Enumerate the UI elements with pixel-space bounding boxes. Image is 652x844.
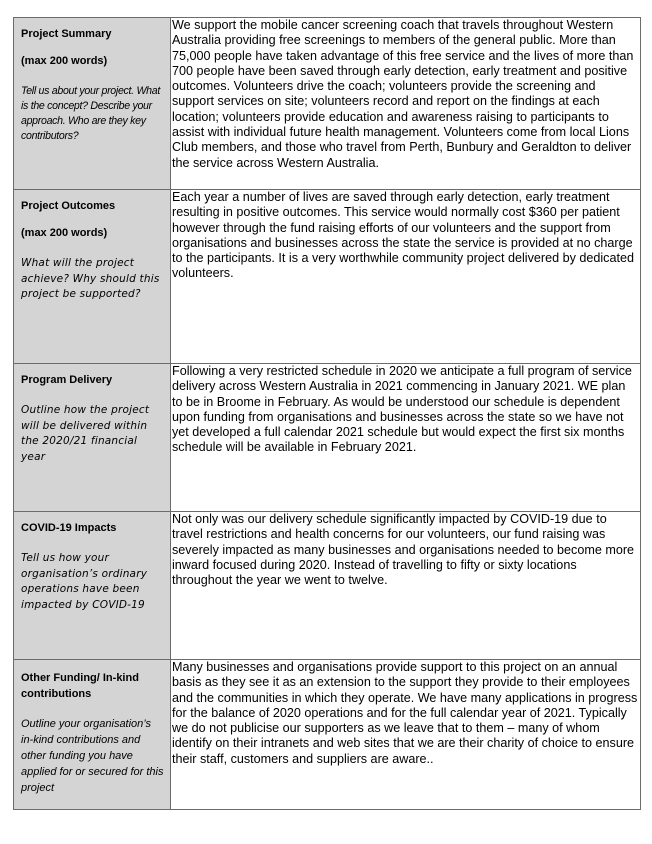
answer-cell-program-delivery[interactable] [171,364,641,512]
section-title: Project Outcomes [21,200,116,212]
form-row-program-delivery [14,364,641,512]
form-row-project-outcomes [14,190,641,364]
label-cell-program-delivery [14,364,171,512]
form-row-project-summary [14,18,641,190]
word-limit-note: (max 200 words) [21,55,108,67]
form-row-covid-impacts [14,512,641,660]
answer-text: Following a very restricted schedule in 2020 we anticipate a full program of service delivery across Western Australia in 2021 commencing in January 2021. WE plan to be in Broome in February. As would be understood our schedule is dependent upon funding from organisations and businesses across the state so we have not yet developed a full calendar 2021 schedule but would expect the first six months schedule will be available in February 2021. [172,364,632,455]
label-cell-project-outcomes [14,190,171,364]
answer-cell-project-outcomes[interactable] [171,190,641,364]
label-cell-project-summary [14,18,171,190]
label-cell-other-funding [14,660,171,810]
answer-text: Not only was our delivery schedule significantly impacted by COVID-19 due to travel restrictions and health concerns for our volunteers, our fund raising was severely impacted as many businesses and organisations needed to become more inward focused during 2020. Instead of travelling to fifty or sixty locations throughout the year we went to twelve. [172,512,635,588]
answer-cell-project-summary[interactable] [171,18,641,190]
form-row-other-funding [14,660,641,810]
section-instructions: Outline how the project will be delivered within the 2020/21 financial year [21,404,150,463]
word-limit-note: (max 200 words) [21,227,108,239]
section-instructions: Tell us how your organisation’s ordinary operations have been impacted by COVID-19 [21,552,148,611]
section-title: Project Summary [21,28,112,40]
answer-text: Many businesses and organisations provide support to this project on an annual basis as they see it as an extension to the support they provide to their employees and the communities in which they operate. We have many applications in progress for the balance of 2020 operations and for the full calendar year of 2021. Typically we do not publicise our supporters as we leave that to them – many of whom identify on their intranets and web sites that we are their charity of choice to ensure their staff, customers and suppliers are aware.. [172,660,638,766]
section-title: Other Funding/ In-kind contributions [21,672,139,700]
section-title: COVID-19 Impacts [21,522,117,534]
application-form-table [13,17,641,810]
answer-text: Each year a number of lives are saved through early detection, early treatment resulting in positive outcomes. This service would normally cost $360 per patient however through the fund raising efforts of our volunteers and the support from organisations and businesses across the state the service is provided at no charge to the participants. It is a very worthwhile community project delivered by dedicated volunteers. [172,190,634,281]
section-instructions: What will the project achieve? Why should this project be supported? [21,257,160,300]
section-instructions: Tell us about your project. What is the concept? Describe your approach. Who are they key contributors? [21,85,160,142]
section-instructions: Outline your organisation’s in-kind contributions and other funding you have applied for or secured for this project [21,718,164,794]
label-cell-covid-impacts [14,512,171,660]
answer-cell-covid-impacts[interactable] [171,512,641,660]
answer-text: We support the mobile cancer screening coach that travels throughout Western Australia providing free screenings to members of the general public. More than 75,000 people have taken advantage of this free service and the lives of more than 700 people have been saved through early detection, early treatment and positive outcomes. Volunteers drive the coach; volunteers provide the screening and support services on site; volunteers record and report on the findings at each location; volunteers provide education and awareness raising to participants to assist with individual future health management. Volunteers come from local Lions Club members, and those who travel from Perth, Bunbury and Geraldton to deliver the service across Western Australia. [172,18,634,170]
section-title: Program Delivery [21,374,113,386]
answer-cell-other-funding[interactable] [171,660,641,810]
